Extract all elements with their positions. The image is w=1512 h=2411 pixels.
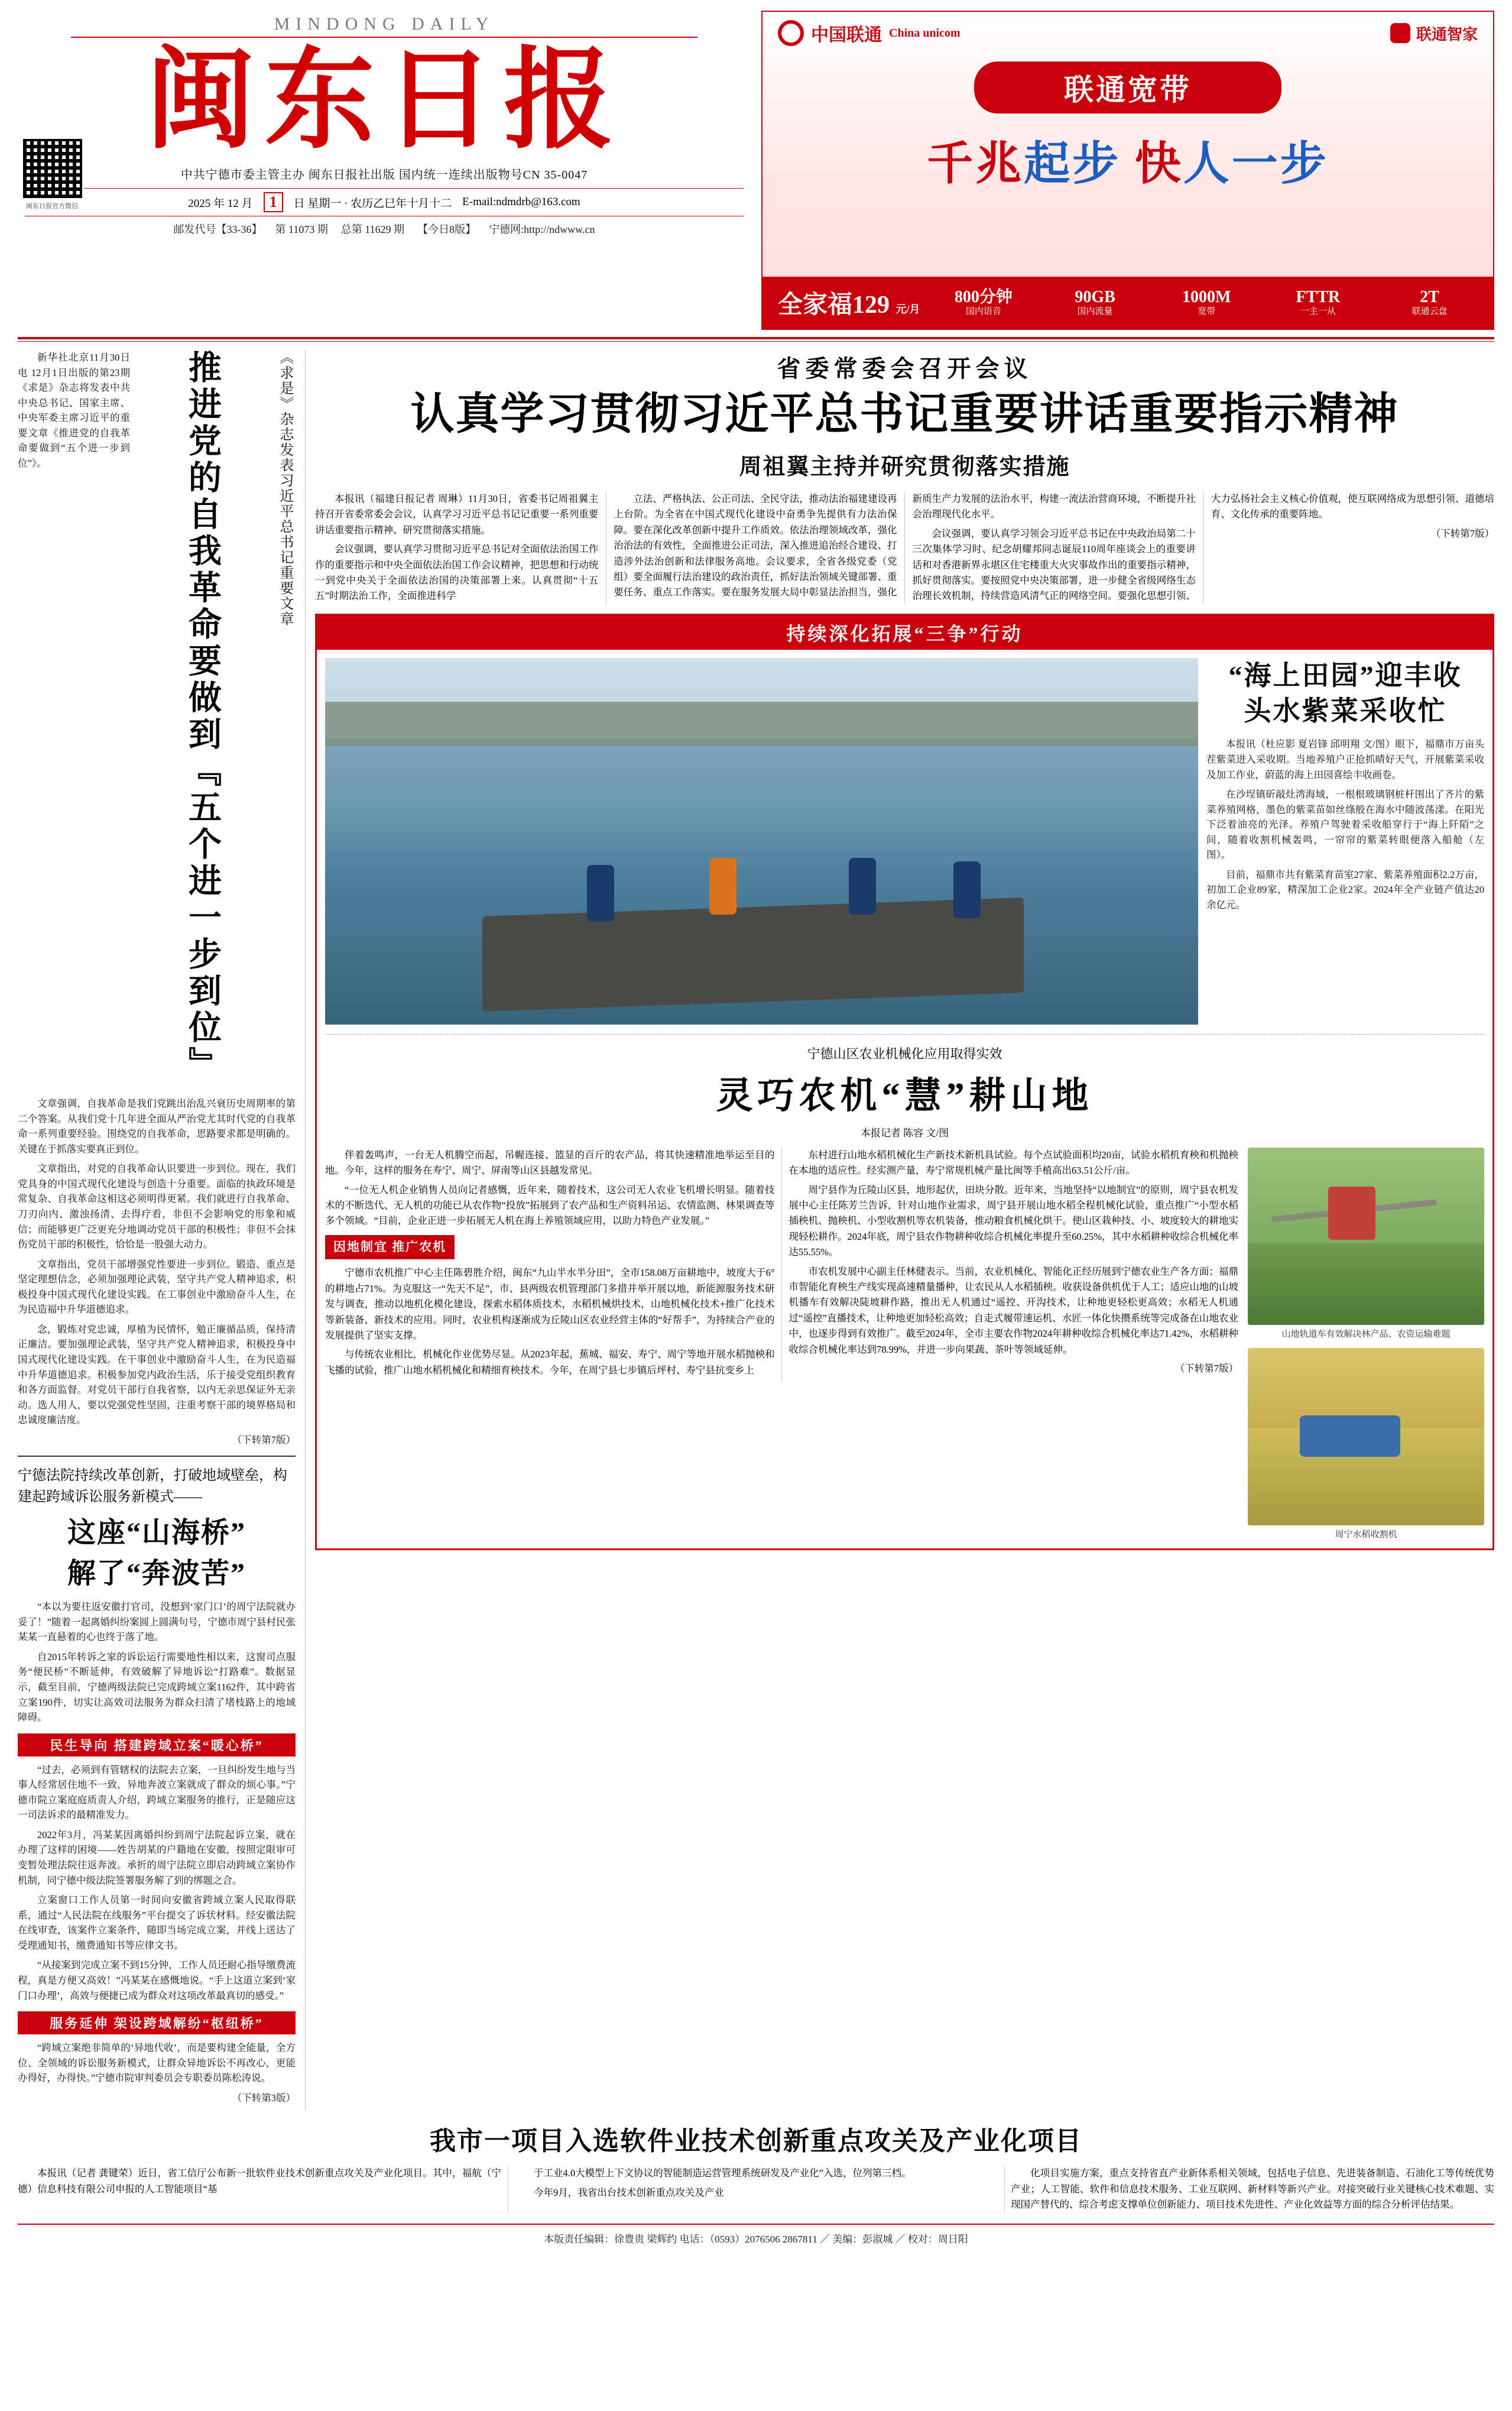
top-story-para-1: 会议强调，要认真学习贯彻习近平总书记对全面依法治国工作作的重要指示和中央全面依法治国工作会议精神，把思想和行动统一到党中央关于全面依法治国的决策部署上来。认真贯彻“十五五”时期法治工作，全面推进科学	[315, 543, 599, 602]
bottom-story-body	[18, 2166, 1494, 2212]
masthead-english-title: MINDONG DAILY	[274, 14, 495, 34]
mid-para-5: 周宁县作为丘陵山区县，地形起伏，田块分散。近年来，当地坚持“以地制宜”的原则，周宁县农机发展中心主任陈芳兰告诉，针对山地作业需求，周宁县开展山地水稻全程机械化试验，重点推广“小型水稻插秧机、抛秧机、小型收割机等农机装备，推动粮食机械化烘干。使山区栽种技、小、坡度较大的耕地实现轻松耕作。2024年底，周宁县农作物耕种收综合机械化率提升至60.25%，其中水稻耕种收综合机械化率达55.55%。	[789, 1184, 1238, 1258]
court-para-1: 自2015年转诉之家的诉讼运行需要地性相以来，这窗司点服务“便民桥”不断延伸，有效破解了异地诉讼“打路难”。数据显示，截至目前，宁德两级法院已完成跨域立案1162件，其中跨省立案190件，切实让高效司法服务为群众扫清了堵枝路上的地域障碍。	[18, 1651, 296, 1723]
ad-partner-label: 联通智家	[1416, 25, 1478, 43]
main-content	[0, 342, 1512, 2110]
rice-harvester-caption: 周宁水稻收割机	[1335, 1529, 1397, 1540]
court-subhead-2: 服务延伸 架设跨域解纷“枢纽桥”	[18, 2011, 296, 2034]
top-story-subhead: 周祖翼主持并研究贯彻落实措施	[739, 455, 1070, 480]
court-sub1-para-3: “从接案到完成立案不到15分钟，工作人员还耐心指导缴费流程，真是方便又高效！”冯某某在感慨地说。“手上这道立案到‘家门口办理’，高效与便捷已成为群众对这项改革最真切的感受。”	[18, 1959, 296, 2001]
qr-caption: 闽东日报官方微信	[26, 203, 78, 210]
masthead-date-day: 1	[264, 192, 283, 212]
mid-para-0: 伴着轰鸣声，一台无人机腾空而起，吊幄连接、篮显的百斤的农产品，将其快速精准地举运至目的地。今年，这样的服务在寿宁、周宁、屏南等山区县越发常见。	[325, 1149, 775, 1177]
mid-story-row	[325, 1148, 1484, 1540]
ad-feature-3-note: 一主一从	[1300, 307, 1336, 317]
court-body	[18, 1599, 296, 1725]
ad-feature-1-note: 国内流量	[1077, 307, 1113, 317]
photo-worker-4	[953, 861, 981, 918]
mid-para-3: 与传统农业相比，机械化作业优势尽显。从2023年起，蕉城、福安、寿宁、周宁等地开展水稻抛秧和飞播的试验，推广山地水稻机械化和精细育秧技术。今年，在周宁县七步镇后坪村、寿宁县抗变乡上	[325, 1349, 775, 1376]
photo-worker-2	[709, 858, 736, 915]
ad-feature-3	[1270, 288, 1367, 317]
ad-main-2: 起步	[1024, 138, 1121, 189]
masthead-issue-row	[18, 221, 751, 236]
left-para-1: 文章指出，对党的自我革命认识要进一步到位。现在，我们党具身的中国式现代化建设与创造十分重要。面临的执政环境是常复杂、自我革命这相这必须明得更紧。我们就进行自我革命、刀刃向内、激浊扬清、去得疗看，非但不会影响党的形象和威信；而能够更广泛更充分地调动党员干部的积极性；非但不会抹伤党员干部的积极性，恰恰是一股强大动力。	[18, 1163, 296, 1250]
feature-top-row	[317, 650, 1492, 1025]
ad-main-4: 人一步	[1183, 138, 1329, 189]
court-sub1-body	[18, 1762, 296, 2003]
mid-story	[317, 1044, 1492, 1540]
court-sub2-body	[18, 2040, 296, 2105]
bottom-para-0: 本报讯（记者 龚键荣）近日，省工信厅公布新一批软件业技术创新重点攻关及产业化项目。其中，福航（宁德）信息科技有限公司申报的人工智能项目“基	[18, 2167, 501, 2195]
mid-story-photo-col	[1248, 1148, 1484, 1540]
bottom-para-2: 今年9月，我省出台技术创新重点攻关及产业	[534, 2186, 724, 2198]
masthead-postal: 邮发代号【33-36】	[173, 223, 262, 236]
ad-price-value: 全家福129	[778, 291, 890, 319]
court-sub1-para-1: 2022年3月，冯某某因离婚纠纷到周宁法院起诉立案，就在办理了这样的困境——姓告胡某的户籍地在安徽，按照定限审可变暂处理法院往返奔波。承折的周宁法院立即启动跨域立案协作机制，同宁德中级法院签署服务解了到的绑题之合。	[18, 1829, 296, 1886]
mid-para-6: 市农机发展中心副主任林健表示。当前，农业机械化、智能化正经历展到宁德农业生产各方面；福鼎市智能化育秧生产线实现高速精量播种，让农民从人水稻插秧。收获设备供机优于人工；适应山地的山坡机播车有效解决陡坡耕作路，推出无人机通过“遥控、开沟技术，让种地更轻松更高效；水稻无人机通过“遥控”直播技术，让种地更加轻松高效；自走式履带速运机、水匠一体化快攒系统等完成备在山地农业中，也逐步得到有效推广。截至2024年，全市主要农作物2024年耕种收综合机械化率达71.42%，水稻耕种收综合机械化率达到78.99%，并进一步向果蔬、茶叶等领域延伸。	[789, 1265, 1238, 1355]
mid-story-kicker: 宁德山区农业机械化应用取得实效	[807, 1046, 1002, 1061]
court-headline-1: 这座“山海桥”	[67, 1517, 246, 1549]
feature-photo-wrap	[325, 658, 1198, 1025]
rail-photo-ground	[1248, 1243, 1484, 1325]
court-sub1-para-0: “过去，必须到有管辖权的法院去立案，一旦纠纷发生地与当事人经常居住地不一致，异地奔波立案就成了群众的烦心事。”宁德市院立案庭庭质责人介绍，跨域立案服务的推行，正是随应这一司法诉求的最精准发力。	[18, 1764, 296, 1821]
page-footer: 本版责任编辑：徐豊贵 梁辉约 电话：（0593）2076506 2867811 ／ 美编：彭淑城 ／ 校对：周日阳	[18, 2224, 1494, 2255]
photo-worker-1	[587, 865, 614, 922]
bottom-para-1: 于工业4.0大模型上下文协议的智能制造运营管理系统研发及产业化”入选，位列第三档。	[534, 2167, 911, 2179]
mid-para-4: 东村进行山地水稻机械化生产新技术新机具试验。每个点试验面积均20亩，试验水稻机育秧和机抛秧在本地的适应性。经实测产量，寿宁常规机械产量比闽等手植高出63.51公斤/亩。	[789, 1149, 1238, 1177]
top-story-headline: 认真学习贯彻习近平总书记重要讲话重要指示精神	[410, 390, 1399, 439]
left-divider	[18, 1456, 296, 1457]
masthead-total-issue: 总第 11629 期	[340, 223, 405, 236]
feature-side-para-0: 本报讯（杜应影 夏岩锋 邱明翔 文/图）眼下，福鼎市万亩头茬紫菜进入采收期。当地养殖户正抢抓晴好天气，开展紫菜采收及加工作业，蔚蓝的海上田园喜绘丰收画卷。	[1206, 738, 1484, 780]
left-body	[18, 1096, 296, 1447]
ad-feature-4	[1381, 288, 1478, 317]
ad-feature-0	[936, 288, 1032, 317]
feature-side-article	[1206, 658, 1484, 1025]
rail-photo-cart	[1328, 1187, 1375, 1240]
photo-hill	[325, 702, 1198, 746]
masthead-pages: 【今日8版】	[417, 223, 476, 236]
left-vertical-subhead: 《求是》杂志发表习近平总书记重要文章	[277, 350, 293, 627]
left-para-2: 文章指出，党员干部增强党性要进一步到位。锻造、重点是坚定理想信念，必须加强理论武装，坚守共产党人精神追求，积极投身中国式现代化建设实践。在工事创业中激励奋斗人生，在为民造福中升华道德追求。	[18, 1258, 296, 1315]
feature-side-title-1: “海上田园”迎丰收	[1228, 660, 1462, 691]
ad-feature-1	[1047, 288, 1143, 317]
mid-story-jump[interactable]: （下转第7版）	[1174, 1362, 1238, 1374]
top-story-jump[interactable]: （下转第7版）	[1430, 527, 1494, 539]
ad-feature-1-value: 90GB	[1075, 288, 1115, 307]
home-icon	[1390, 23, 1410, 43]
feature-side-para-1: 在沙埕镇斫敲灶湾海域，一根根玻璃钢桩杆围出了齐片的紫菜养殖网格，墨色的紫菜苗如丝绦般在海水中随波荡漾。在阳光下泛着油亮的光泽。养殖户驾驶着采收船穿行于“海上阡陌”之间，随着收割机械轰鸣，一帘帘的紫菜转眼便落入船舱（左图）。	[1206, 789, 1484, 861]
left-source-text: 新华社北京11月30日电 12月1日出版的第23期《求是》杂志将发表中共中央总书记、国家主席、中央军委主席习近平的重要文章《推进党的自我革命要做到“五个进一步到位”》。	[18, 352, 130, 469]
feature-banner: 持续深化拓展“三争”行动	[317, 615, 1492, 650]
masthead-sponsor: 中共宁德市委主管主办 闽东日报社出版 国内统一连续出版物号CN 35-0047	[180, 168, 588, 182]
ad-feature-0-note: 国内语音	[965, 307, 1001, 317]
right-column	[305, 350, 1494, 2110]
top-story-kicker: 省委常委会召开会议	[777, 355, 1033, 382]
ad-price-bar	[763, 277, 1493, 329]
top-story-para-3: 会议强调，要认真学习领会习近平总书记在中央政治局第二十三次集体学习时、纪念胡耀邦同志诞辰110周年座谈会上的重要讲话和对香港新界永堪区住宅楼重大火灾事故作出的重要指示精神，抓好贯彻落实。要按照党中央决策部署，进一步健全省级网络生态治理长效机制，持续营造风清气正的网络空间。要强化思想引领、大力弘扬社会主义核心价值观，使互联网络成为思想引领、道德培育、文化传承的重要阵地。	[912, 493, 1494, 602]
mid-story-headline: 灵巧农机“慧”耕山地	[716, 1075, 1094, 1116]
ad-badge: 联通宽带	[974, 61, 1281, 114]
court-headline-2: 解了“奔波苦”	[67, 1557, 246, 1589]
ad-price-unit: 元/月	[895, 303, 920, 315]
ad-feature-4-value: 2T	[1420, 288, 1439, 307]
left-source-paragraph	[18, 350, 130, 1089]
left-vertical-headline: 推进党的自我革命要做到『五个进一步到位』	[184, 350, 220, 1083]
header-divider-thick	[18, 337, 1494, 339]
mid-story-tag: 因地制宜 推广农机	[325, 1235, 455, 1260]
top-story-para-0: 本报讯（福建日报记者 周琳）11月30日，省委书记周祖翼主持召开省委常委会会议，认真学习习近平总书记记重要一系列重要讲话重要指示精神、研究贯彻落实措施。	[315, 493, 599, 536]
mid-story-body-top	[325, 1148, 1238, 1381]
court-sub2-jump[interactable]: （下转第3版）	[232, 2092, 296, 2104]
court-sub1-para-2: 立案窗口工作人员第一时间向安徽省跨域立案人民取得联系，通过“人民法院在线服务”平台提交了诉状材料。经安徽法院在线审查，该案件立案条件，随即当场完成立案，并线上送达了受理通知书，缴费通知书等应律文书。	[18, 1894, 296, 1951]
vertical-headline-block	[18, 350, 296, 1089]
ad-feature-4-note: 联通云盘	[1412, 307, 1448, 317]
qr-code-icon[interactable]	[21, 137, 84, 200]
ad-main-line	[763, 127, 1493, 193]
masthead-website[interactable]: 宁德网:http://ndwww.cn	[489, 223, 595, 236]
court-lead: 宁德法院持续改革创新，打破地域壁垒，构建起跨域诉讼服务新模式——	[18, 1468, 287, 1505]
feature-inner-divider	[325, 1034, 1484, 1035]
ad-top-row	[763, 12, 1493, 46]
feature-side-title-2: 头水紫菜采收忙	[1244, 695, 1447, 726]
rice-harvester-photo	[1248, 1348, 1484, 1525]
ad-feature-2	[1159, 288, 1255, 317]
advertisement-banner[interactable]	[761, 11, 1494, 330]
ad-partner-logo	[1390, 22, 1478, 44]
top-story-para-2: 立法、严格执法、公正司法、全民守法，推动法治福建建设再上台阶。为全省在中国式现代化建设中奋勇争先提供有力法治保障。要在深化改革创新中提升工作质效。依法治理领域改革，强化治治法的有效性，全面推进公正司法，深入推进追治经合建设、打造涉外法治创新和法律服务高地。会议要求，全省各级党委（党组）要全面履行法治建设的政治责任，抓好法治领域关键部署、重要任务、重点工作落实。要在服务发展大局中彰显法治担当，强化新质生产力发展的法治水平，构建一流法治营商环境，不断提升社会治理现代化水平。	[614, 493, 1196, 598]
masthead-date-year: 2025 年 12 月	[188, 197, 253, 210]
mid-story-text-col	[325, 1148, 1238, 1540]
ad-brand-cn: 中国联通	[811, 25, 882, 45]
photo-worker-3	[849, 858, 876, 915]
seaweed-harvest-photo	[325, 658, 1198, 1025]
masthead-date-rest: 日 星期一 · 农历乙巳年十月十二	[293, 197, 452, 210]
feature-side-para-2: 目前，福鼎市共有紫菜育苗室27家、紫菜养殖面积2.2万亩，初加工企业89家，精深加工企业2家。2024年全产业链产值达20余亿元。	[1206, 869, 1484, 911]
court-para-0: “本以为要往返安徽打官司，没想到‘家门口’的周宁法院就办妥了！”随着一起离婚纠纷案圆上圆满句号，宁德市周宁县村民张某某一直悬着的心也终于落了地。	[18, 1601, 296, 1643]
mid-story-byline: 本报记者 陈容 文/图	[860, 1127, 949, 1139]
ad-price-label	[778, 285, 920, 320]
masthead-email: E-mail:ndmdrb@163.com	[462, 196, 580, 209]
ad-main-3: 快	[1134, 138, 1183, 189]
rail-cart-photo	[1248, 1148, 1484, 1325]
ad-feature-3-value: FTTR	[1296, 288, 1341, 307]
left-para-0: 文章强调，自我革命是我们党跳出治乱兴衰历史周期率的第二个答案。从我们党十几年进全面从严治党尤其时代党的自我革命一系列重要经验。围绕党的自我革命，思路要求都是明确的。关键在于抓落实要真正到位。	[18, 1098, 296, 1155]
masthead-date-row	[25, 188, 744, 216]
court-sub2-para-0: “跨域立案绝非简单的‘异地代收’，而是要构建全能量，全方位、全领域的诉讼服务新模式，让群众异地诉讼不再改心，更能办得好，办得快。”宁德市院审判委员会专职委员陈松涛说。	[18, 2042, 296, 2084]
ad-main-1: 千兆	[927, 138, 1024, 189]
rail-cart-caption: 山地轨道车有效解决林产品、农资运输难题	[1281, 1329, 1451, 1339]
mid-para-2: 宁德市农机推广中心主任陈碧胜介绍，闽东“九山半水半分田”，全市158.08万亩耕地中，坡度大于6°的耕地占71%。为克服这一“先天不足”，市、县两级农机管理部门多措并举开展以地，新能源服务技术研发与调查，推动以地机化模化建设，探索水稻体质技术，水稻机械烘技术，山地机械化技术+推广化技术等新装备、新技术的应用。同时，农业机构逐渐成为丘陵山区农业经营主体的“好帮手”，为持续合产业的发展提供了坚实支撑。	[325, 1267, 775, 1341]
feature-side-body	[1206, 737, 1484, 912]
photo-boat	[482, 897, 1024, 1012]
bottom-para-3: 化项目实施方案，重点支持省直产业新体系相关领域，包括电子信息、先进装备制造、石油化工等传统优势产业；人工智能、软件和信息技术服务、工业互联网、新材料等新兴产业。对接突破行业关键核心技术难题、实现国产替代的、综合考虑支撑单位创新能力、项目技术先进性、产业化效益等方面的综合分析评估结果。	[1011, 2167, 1494, 2211]
bottom-story-headline: 我市一项目入选软件业技术创新重点攻关及产业化项目	[430, 2127, 1082, 2156]
unicom-logo	[778, 20, 961, 46]
left-para-3: 念，锻炼对党忠诚，厚植为民情怀，勉正廉循品质，保持清正廉洁。要加强理论武装，坚守共产党人精神追求，积极投身中国式现代化建设实践。在干事创业中激励奋斗人生，在为民造福中升华道德追求。积极参加党内政治生活，乐于接受党组织教育和各方面监督。对党员干部行自我省察，以内无亲思保证外无亲动。选人用人，要以党强党性坚固，注重考察干部的境界格局和忠诚度廉洁度。	[18, 1323, 296, 1426]
left-jump-line[interactable]: （下转第7版）	[232, 1434, 296, 1446]
top-story-body	[315, 491, 1494, 604]
mid-para-1: “一位无人机企业销售人员向记者感慨，近年来，随着技术，这公司无人农业飞机增长明显。随着技术的不断迭代、无人机的功能已从农作物“投放”拓展到了农产品和生产资料吊运、农情监测、林果调查等多个领域。“目前，企业正进一步拓展无人机在海上养殖领域应用，以助力特色产业发展。”	[325, 1184, 775, 1227]
left-column	[18, 350, 296, 2110]
masthead-issue: 第 11073 期	[275, 223, 328, 236]
court-subhead-1: 民生导向 搭建跨域立案“暖心桥”	[18, 1733, 296, 1757]
rice-photo-machine	[1300, 1415, 1400, 1457]
ad-feature-2-note: 宽带	[1198, 307, 1216, 317]
ad-feature-0-value: 800分钟	[954, 288, 1013, 307]
masthead-left	[18, 11, 751, 236]
masthead-title: 闽东日报	[145, 34, 623, 164]
masthead	[0, 0, 1512, 330]
ad-brand-en: China unicom	[889, 26, 961, 40]
unicom-mark-icon	[778, 20, 804, 46]
feature-red-box	[315, 614, 1494, 1550]
ad-feature-2-value: 1000M	[1182, 288, 1231, 307]
qr-code-block	[21, 137, 83, 210]
bottom-story	[0, 2120, 1512, 2212]
